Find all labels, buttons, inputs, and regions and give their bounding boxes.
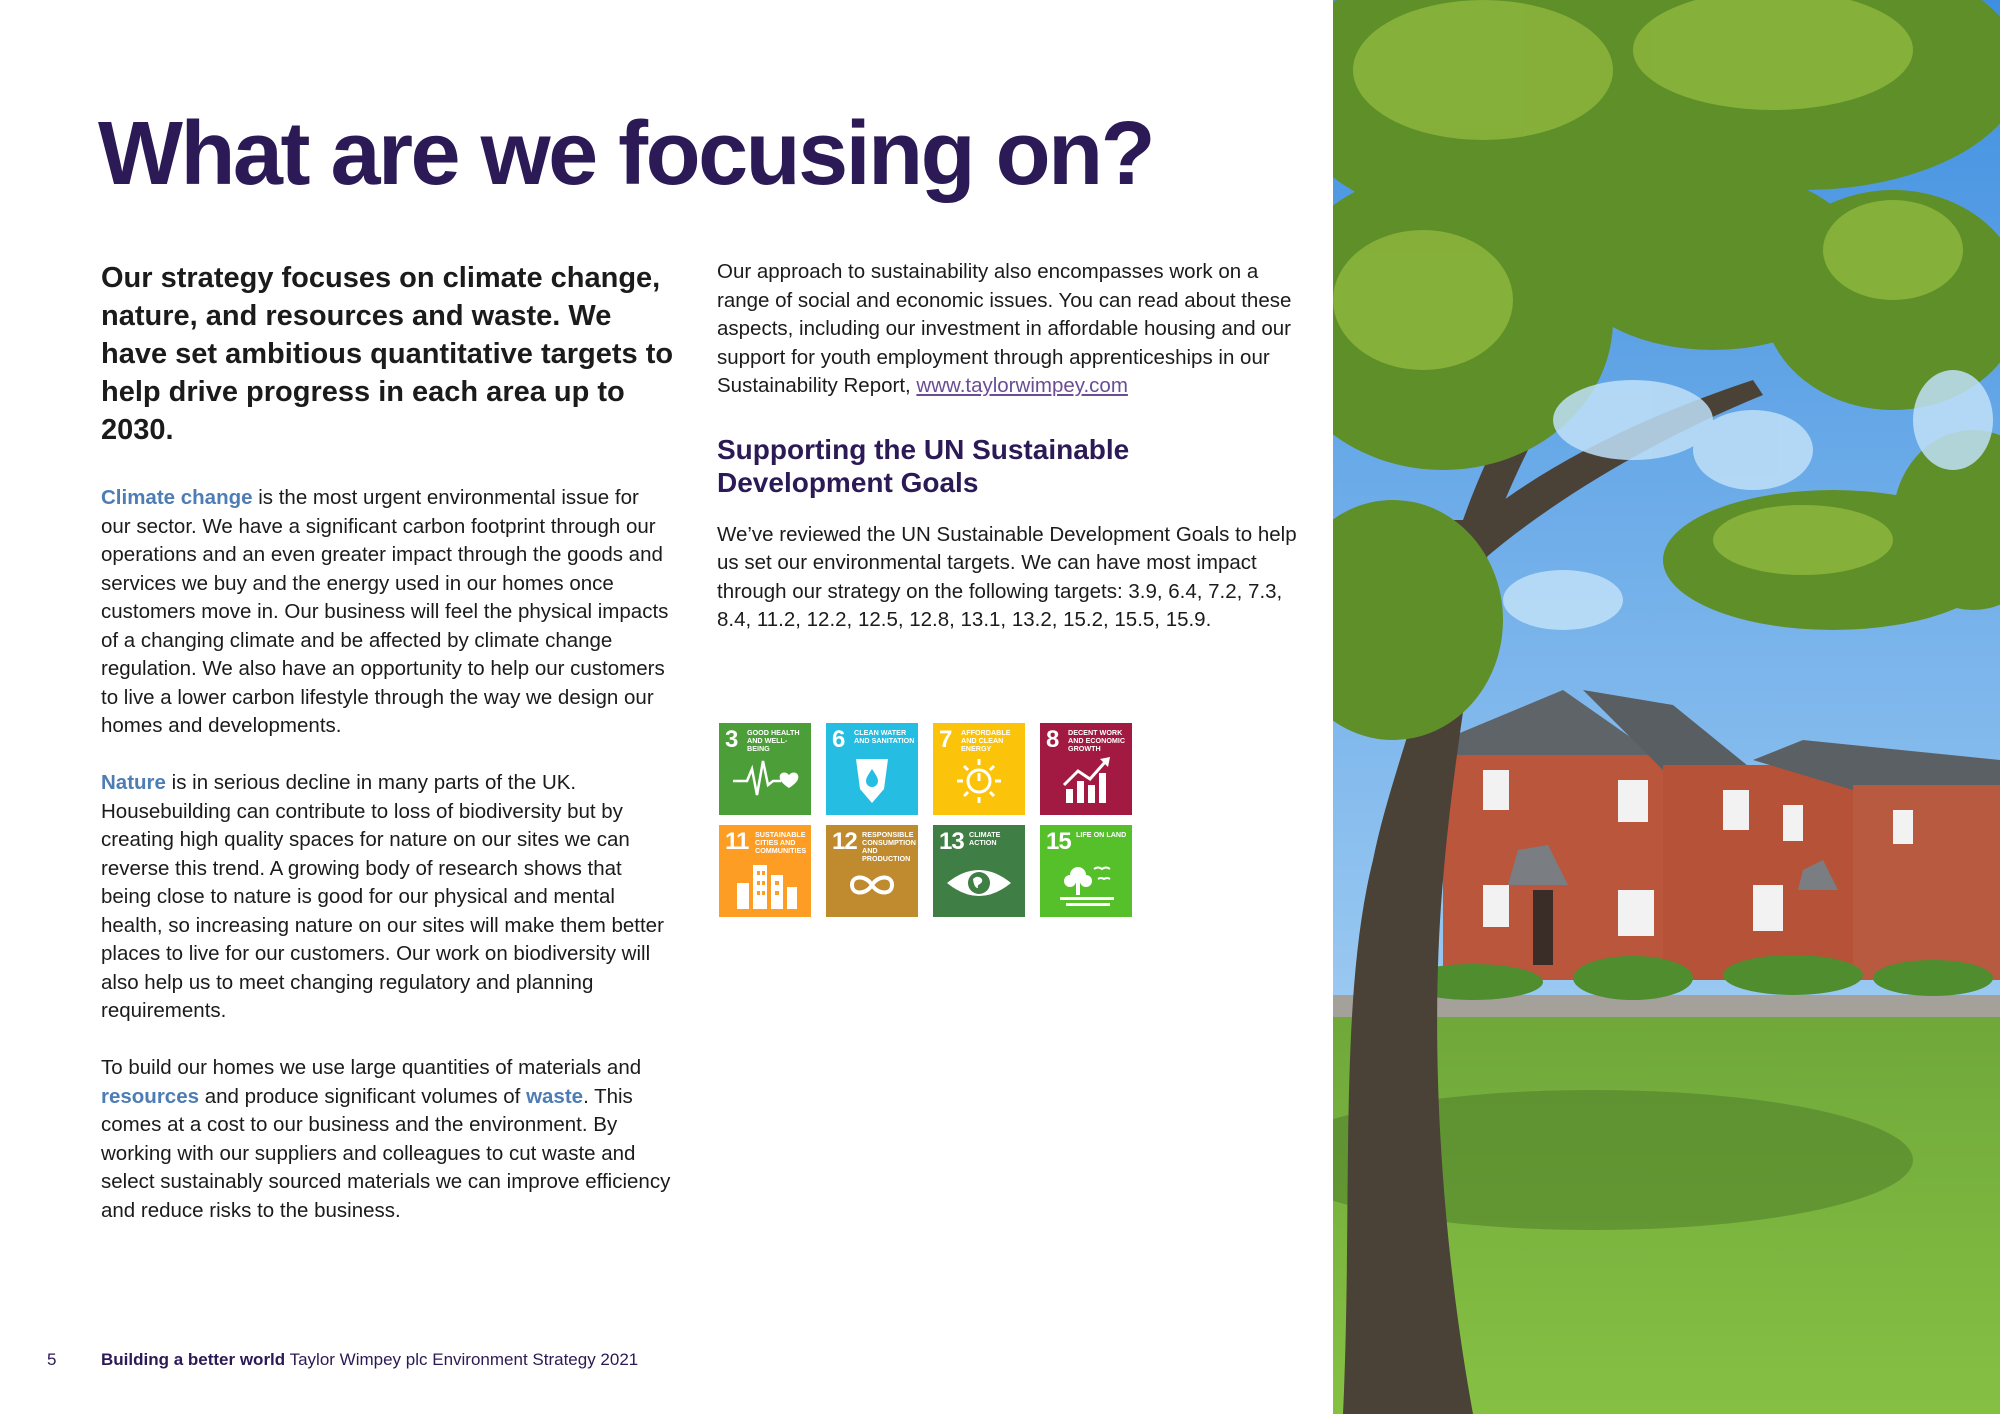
climate-change-text: is the most urgent environmental issue for our sector. We have a significant carbon footprint through our operations and an even greater impact through the goods and services we buy and the energy used in our homes once customers move in. Our business will feel the physical impacts of a changing climate and be affected by climate change regulation. We also have an opportunity to help our customers to live a lower carbon lifestyle through the way we design our homes and developments. bbox=[101, 486, 669, 737]
sdg-label: CLEAN WATER AND SANITATION bbox=[854, 728, 915, 745]
infinity-icon bbox=[826, 825, 918, 917]
sdg-label: CLIMATE ACTION bbox=[969, 830, 1001, 847]
sustainability-intro bbox=[717, 258, 1297, 401]
sdg-12-tile bbox=[826, 825, 918, 917]
sdg-11-tile bbox=[719, 825, 811, 917]
resources-text-c: . This comes at a cost to our business and the environment. By working with our suppliers and colleagues to cut waste and select sustainably sourced materials we can improve efficiency and reduce risks to the business. bbox=[101, 1084, 671, 1222]
climate-change-paragraph bbox=[101, 484, 671, 741]
taylorwimpey-link[interactable]: www.taylorwimpey.com bbox=[916, 374, 1128, 397]
waste-highlight: waste bbox=[526, 1084, 584, 1108]
resources-text-a: To build our homes we use large quantities of materials and bbox=[101, 1056, 642, 1079]
sdg-label: SUSTAINABLE CITIES AND COMMUNITIES bbox=[755, 830, 807, 855]
water-drop-icon bbox=[826, 723, 918, 815]
sdg-number: 11 bbox=[725, 828, 749, 855]
sdg-label: DECENT WORK AND ECONOMIC GROWTH bbox=[1068, 728, 1126, 753]
sun-power-icon bbox=[933, 723, 1025, 815]
sdg-15-tile bbox=[1040, 825, 1132, 917]
page-title: What are we focusing on? bbox=[98, 104, 1154, 204]
tree-birds-icon bbox=[1040, 825, 1132, 917]
sdg-label: GOOD HEALTH AND WELL-BEING bbox=[747, 728, 800, 753]
sdg-7-tile bbox=[933, 723, 1025, 815]
resources-highlight: resources bbox=[101, 1084, 200, 1108]
sdg-number: 3 bbox=[725, 726, 738, 753]
page-number: 5 bbox=[47, 1350, 57, 1369]
climate-change-highlight: Climate change bbox=[101, 486, 253, 509]
sdg-paragraph: We’ve reviewed the UN Sustainable Development Goals to help us set our environmental targets. We can have most impact through our strategy on the following targets: 3.9, 6.4, 7.2, 7.3, 8.4, 11.2, 12.2, 12.5, 12.8, 13.1, 13.2, 15.2, 15.5, 15.9. bbox=[717, 522, 1297, 631]
sdg-6-tile bbox=[826, 723, 918, 815]
houses-tree-illustration bbox=[1333, 0, 2000, 1414]
heartbeat-icon bbox=[719, 723, 811, 815]
sdg-label: LIFE ON LAND bbox=[1076, 830, 1127, 839]
sdg-8-tile bbox=[1040, 723, 1132, 815]
footer-title-rest: Taylor Wimpey plc Environment Strategy 2021 bbox=[285, 1350, 639, 1369]
nature-paragraph bbox=[101, 769, 671, 1026]
footer-title-bold: Building a better world bbox=[101, 1350, 286, 1369]
resources-waste-paragraph bbox=[101, 1054, 671, 1225]
sdg-label: AFFORDABLE AND CLEAN ENERGY bbox=[961, 728, 1011, 753]
sdg-number: 7 bbox=[939, 726, 952, 753]
growth-chart-icon bbox=[1040, 723, 1132, 815]
left-column bbox=[101, 484, 671, 1254]
sdg-number: 12 bbox=[832, 828, 857, 855]
resources-text-b: and produce significant volumes of bbox=[199, 1084, 527, 1108]
housing-photo bbox=[1333, 0, 2000, 1414]
city-icon bbox=[719, 825, 811, 917]
sdg-label: RESPONSIBLE CONSUMPTION AND PRODUCTION bbox=[862, 830, 916, 863]
sdg-number: 15 bbox=[1046, 828, 1071, 855]
lead-paragraph: Our strategy focuses on climate change, nature, and resources and waste. We have set ambitious quantitative targets to help drive progress in each area up to 2030. bbox=[101, 262, 674, 446]
sdg-number: 13 bbox=[939, 828, 964, 855]
eye-earth-icon bbox=[933, 825, 1025, 917]
sdg-heading: Supporting the UN Sustainable Development Goals bbox=[717, 433, 1130, 498]
right-column bbox=[717, 258, 1297, 635]
sustainability-intro-text: Our approach to sustainability also encompasses work on a range of social and economic issues. You can read about these aspects, including our investment in affordable housing and our support for youth employment through apprenticeships in our Sustainability Report, bbox=[717, 260, 1292, 397]
nature-text: is in serious decline in many parts of the UK. Housebuilding can contribute to loss of biodiversity but by creating high quality spaces for nature on our sites we can reverse this trend. A growing body of research shows that being close to nature is good for our physical and mental health, so increasing nature on our sites will make them better places to live for our customers. Our work on biodiversity will also help us to meet changing regulatory and planning requirements. bbox=[101, 771, 664, 1022]
footer-title bbox=[101, 1350, 638, 1370]
sdg-13-tile bbox=[933, 825, 1025, 917]
sdg-number: 6 bbox=[832, 726, 845, 753]
sdg-icons-grid bbox=[719, 723, 1131, 917]
nature-highlight: Nature bbox=[101, 771, 166, 794]
sdg-number: 8 bbox=[1046, 726, 1059, 753]
sdg-3-tile bbox=[719, 723, 811, 815]
